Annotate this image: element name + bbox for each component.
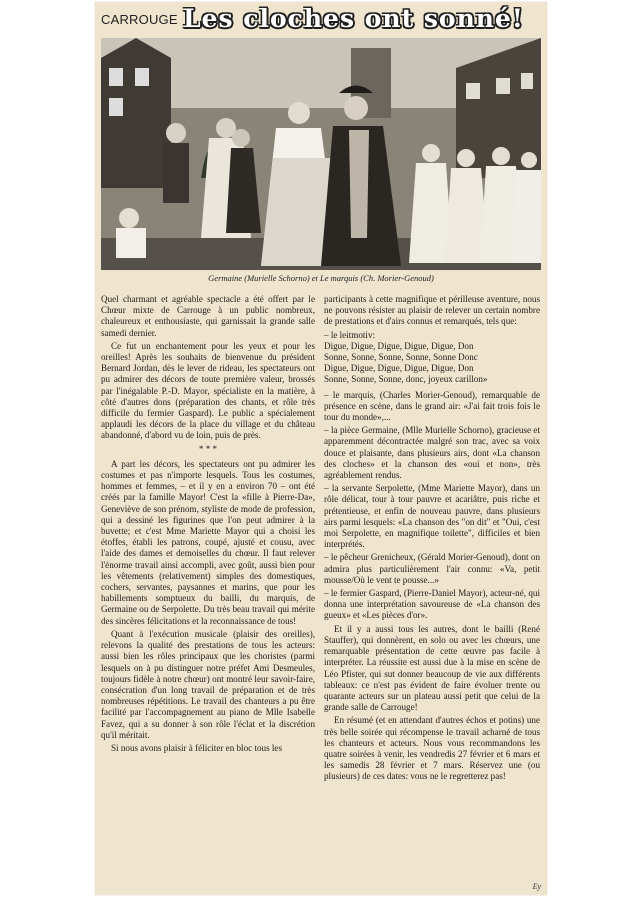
stage-photo-illustration bbox=[101, 38, 541, 270]
paragraph: – le fermier Gaspard, (Pierre-Daniel Mayor), acteur-né, qui donna une interprétation savoureuse de «La chanson des gueux» et «Les pièces d'or». bbox=[324, 588, 540, 621]
leitmotiv-block bbox=[324, 330, 540, 386]
newspaper-clipping bbox=[95, 2, 547, 895]
paragraph: – le pêcheur Grenicheux, (Gérald Morier-Genoud), dont on admira plus particulièrement l'air connu: «Va, petit mousse/Où le vent te pousse...» bbox=[324, 552, 540, 585]
leitmotiv-line: Digue, Digue, Digue, Digue, Digue, Don bbox=[324, 340, 474, 351]
paragraph: – la pièce Germaine, (Mlle Murielle Schorno), gracieuse et apparemment décontractée malgré son trac, avec sa voix douce et plaisante, dans plusieurs airs, dont «La chanson des cloches» et la chanson des «oui et non», très agréablement rendus. bbox=[324, 425, 540, 481]
article-header bbox=[95, 2, 547, 36]
paragraph: – le marquis, (Charles Morier-Genoud), remarquable de présence en scène, dans le grand air: «J'ai fait trois fois le tour du monde»,... bbox=[324, 389, 540, 423]
photo-caption: Germaine (Murielle Schorno) et Le marquis (Ch. Morier-Genoud) bbox=[208, 273, 434, 283]
paragraph: – la servante Serpolette, (Mme Mariette Mayor), dans un rôle délicat, tour à tour pauvre et acariâtre, puis riche et prétentieuse, et enfin de nouveau pauvre, dans plusieurs airs parmi lesquels: «La chanson des "on dit" et "Oui, c'est moi Serpolette, en magnifique toilette", difficiles et bien interprétés. bbox=[324, 483, 540, 550]
paragraph: Et il y a aussi tous les autres, dont le bailli (René Stauffer), qui donnèrent, en solo ou avec les chœurs, une remarquable présentation de cette œuvre pas facile à interpréter. La réussite est aussi due à la mise en scène de Léo Pfister, qui sut donner beaucoup de vie aux différents tableaux: ce n'est pas évident de faire évoluer trente ou quarante acteurs sur un plateau aussi petit que celui de la grande salle de Carrouge! bbox=[324, 623, 540, 713]
leitmotiv-line: Sonne, Sonne, Sonne, Sonne, Sonne Donc bbox=[324, 352, 478, 363]
paragraph: participants à cette magnifique et périlleuse aventure, nous ne pouvons résister au plaisir de relever un certain nombre de prestations et d'airs connus et remarqués, tels que: bbox=[324, 294, 540, 327]
article-column-1 bbox=[101, 294, 315, 756]
section-divider: * * * bbox=[198, 443, 218, 454]
stage-photo bbox=[101, 38, 541, 270]
paragraph: Quel charmant et agréable spectacle a été offert par le Chœur mixte de Carrouge à un public nombreux, chaleureux et enthousiaste, qui garnissait la grande salle samedi dernier. bbox=[101, 294, 315, 338]
article-column-2 bbox=[324, 294, 540, 785]
paragraph: Si nous avons plaisir à féliciter en bloc tous les bbox=[111, 742, 282, 753]
author-signature: Ey bbox=[532, 882, 541, 891]
paragraph: Quant à l'exécution musicale (plaisir des oreilles), relevons la qualité des prestations de tous les acteurs: aussi bien les rôles principaux que les choristes (parmi lesquels on à pu distinguer notre préfet Ami Desmeules, toujours fidèle à notre chœur) ont montré leur savoir-faire, consécration d'un long travail de préparation et de très nombreuses répétitions. Le travail des chanteurs a pu être facilité par l'accompagnement au piano de Mlle Isabelle Favez, qui a su donner à son rôle l'éclat et la discrétion qu'il méritait. bbox=[101, 628, 315, 740]
paragraph: En résumé (et en attendant d'autres échos et potins) une très belle soirée qui récompense le travail acharné de tous les chanteurs et acteurs. Nous vous recommandons les quatre soirées à venir, les vendredis 27 février et 6 mars et les samedis 28 février et 7 mars. Réservez une (ou plusieurs) de ces dates: vous ne le regretterez pas! bbox=[324, 715, 540, 782]
headline: Les cloches ont sonné! bbox=[183, 4, 524, 33]
leitmotiv-line: Sonne, Sonne, Sonne, donc, joyeux carillon» bbox=[324, 374, 488, 385]
leitmotiv-label: – le leitmotiv: bbox=[324, 329, 376, 340]
paragraph: Ce fut un enchantement pour les yeux et pour les oreilles! Après les souhaits de bienvenue du président Bernard Jordan, dès le lever de rideau, les spectateurs ont pu admirer des décors de toute première valeur, brossés par l'inégalable P.-D. Mayor, spécialiste en la matière, à côté d'autres dons (préparation des chants, et rôle très difficile du fermier Gaspard). Le public a spécialement applaudi les décors de la place du village et du château abandonné, d'abord vu de loin, puis de près. bbox=[101, 340, 315, 441]
paragraph: A part les décors, les spectateurs ont pu admirer les costumes et pas n'importe lesquels. Tous les costumes, hommes et femmes, – et il y en a environ 70 – ont été créés par la famille Mayor! C'est la «fille à Pierre-Da», Geneviève de son prénom, styliste de mode de profession, qui a dessiné les figurines que l'on peut admirer à la buvette; et c'est Mme Mariette Mayor qui a choisi les étoffes, établi les patrons, coupé, ajusté et cousu, avec l'aide des dames et demoiselles du chœur. Il faut relever l'énorme travail ainsi accompli, avec goût, aussi bien pour les vêtements (relativement) simples des domestiques, cochers, servantes, paysannes et marins, que pour les habillements somptueux du bailli, du marquis, de Germaine ou de Serpolette. Du très beau travail qui mérite des sincères félicitations et la reconnaissance de tous! bbox=[101, 458, 315, 626]
leitmotiv-line: Digue, Digue, Digue, Digue, Digue, Don bbox=[324, 363, 474, 374]
section-label: CARROUGE bbox=[101, 12, 178, 27]
